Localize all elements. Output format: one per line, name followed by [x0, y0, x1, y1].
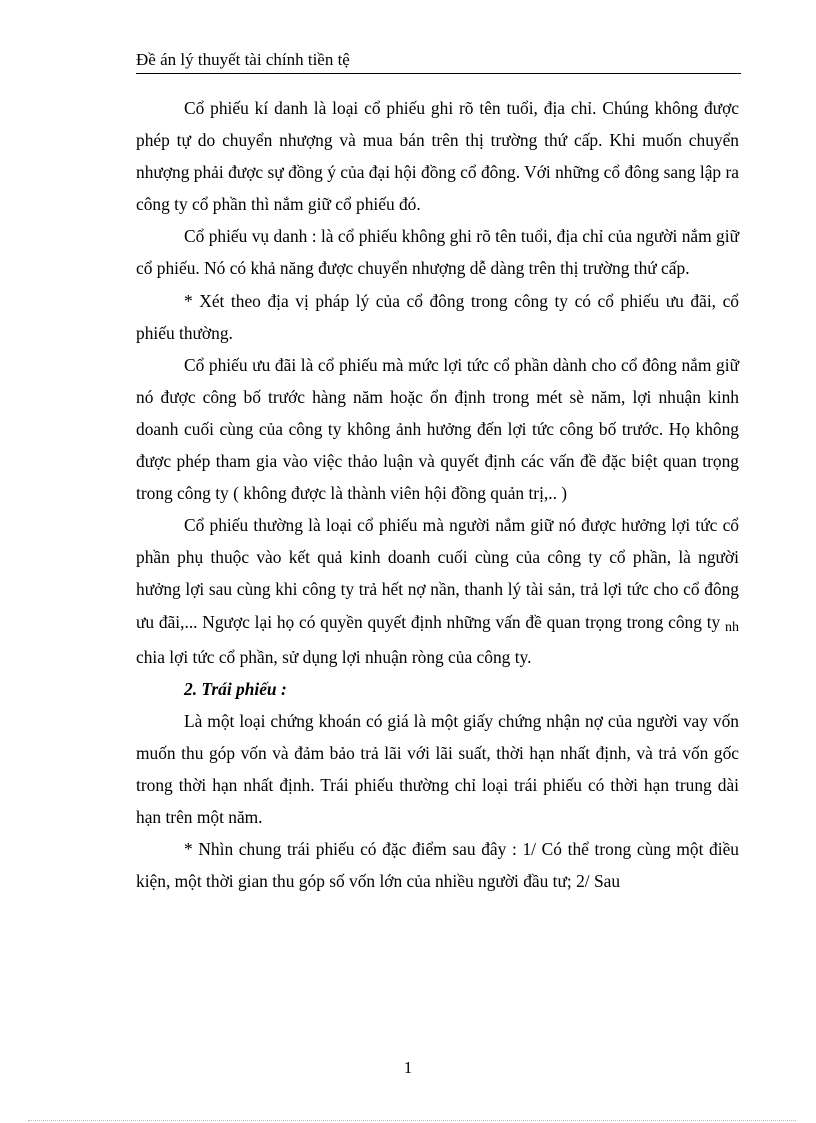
paragraph: * Xét theo địa vị pháp lý của cổ đông trong công ty có cổ phiếu ưu đãi, cổ phiếu thường.: [136, 290, 739, 343]
paragraph-text: Cổ phiếu thường là loại cổ phiếu mà người nắm giữ nó được hưởng lợi tức cổ phần phụ thuộc vào kết quả kinh doanh cuối cùng của công ty cổ phần, là người hưởng lợi sau cùng khi công ty trả hết nợ nần, thanh lý tài sản, trả lợi tức cho cổ đông ưu đãi,... Ngược lại họ có quyền quyết định những vấn đề quan trọng trong công ty: [136, 515, 739, 632]
stray-text-fragment: nh: [725, 619, 739, 635]
header-title: Đề án lý thuyết tài chính tiền tệ: [136, 50, 350, 69]
page-header: [136, 50, 741, 74]
paragraph: * Nhìn chung trái phiếu có đặc điểm sau đây : 1/ Có thể trong cùng một điều kiện, một thời gian thu góp số vốn lớn của nhiều người đầu tư; 2/ Sau: [136, 839, 739, 892]
document-body: [136, 92, 739, 897]
paragraph: [136, 509, 739, 672]
paragraph-text: chia lợi tức cổ phần, sử dụng lợi nhuận ròng của công ty.: [136, 646, 532, 667]
paragraph: Cổ phiếu vụ danh : là cổ phiếu không ghi rõ tên tuổi, địa chỉ của người nắm giữ cổ phiếu. Nó có khả năng được chuyển nhượng dễ dàng trên thị trường thứ cấp.: [136, 226, 739, 279]
paragraph: Là một loại chứng khoán có giá là một giấy chứng nhận nợ của người vay vốn muốn thu góp vốn và đảm bảo trả lãi với lãi suất, thời hạn nhất định, và trả vốn gốc trong thời hạn nhất định. Trái phiếu thường chỉ loại trái phiếu có thời hạn trung dài hạn trên một năm.: [136, 710, 739, 828]
paragraph: Cổ phiếu kí danh là loại cổ phiếu ghi rõ tên tuổi, địa chỉ. Chúng không được phép tự do chuyển nhượng và mua bán trên thị trường thứ cấp. Khi muốn chuyển nhượng phải được sự đồng ý của đại hội đồng cổ đông. Với những cổ đông sang lập ra công ty cổ phần thì nắm giữ cổ phiếu đó.: [136, 98, 739, 215]
paragraph: Cổ phiếu ưu đãi là cổ phiếu mà mức lợi tức cổ phần dành cho cổ đông nắm giữ nó được công bố trước hàng năm hoặc ổn định trong mét sè năm, lợi nhuận kinh doanh cuối cùng của công ty không ảnh hưởng đến lợi tức công bố trước. Họ không được phép tham gia vào việc thảo luận và quyết định các vấn đề đặc biệt quan trọng trong công ty ( không được là thành viên hội đồng quản trị,.. ): [136, 354, 739, 504]
section-heading: 2. Trái phiếu :: [184, 678, 287, 699]
page-number: 1: [403, 1058, 413, 1077]
page-boundary-divider: [28, 1120, 796, 1121]
